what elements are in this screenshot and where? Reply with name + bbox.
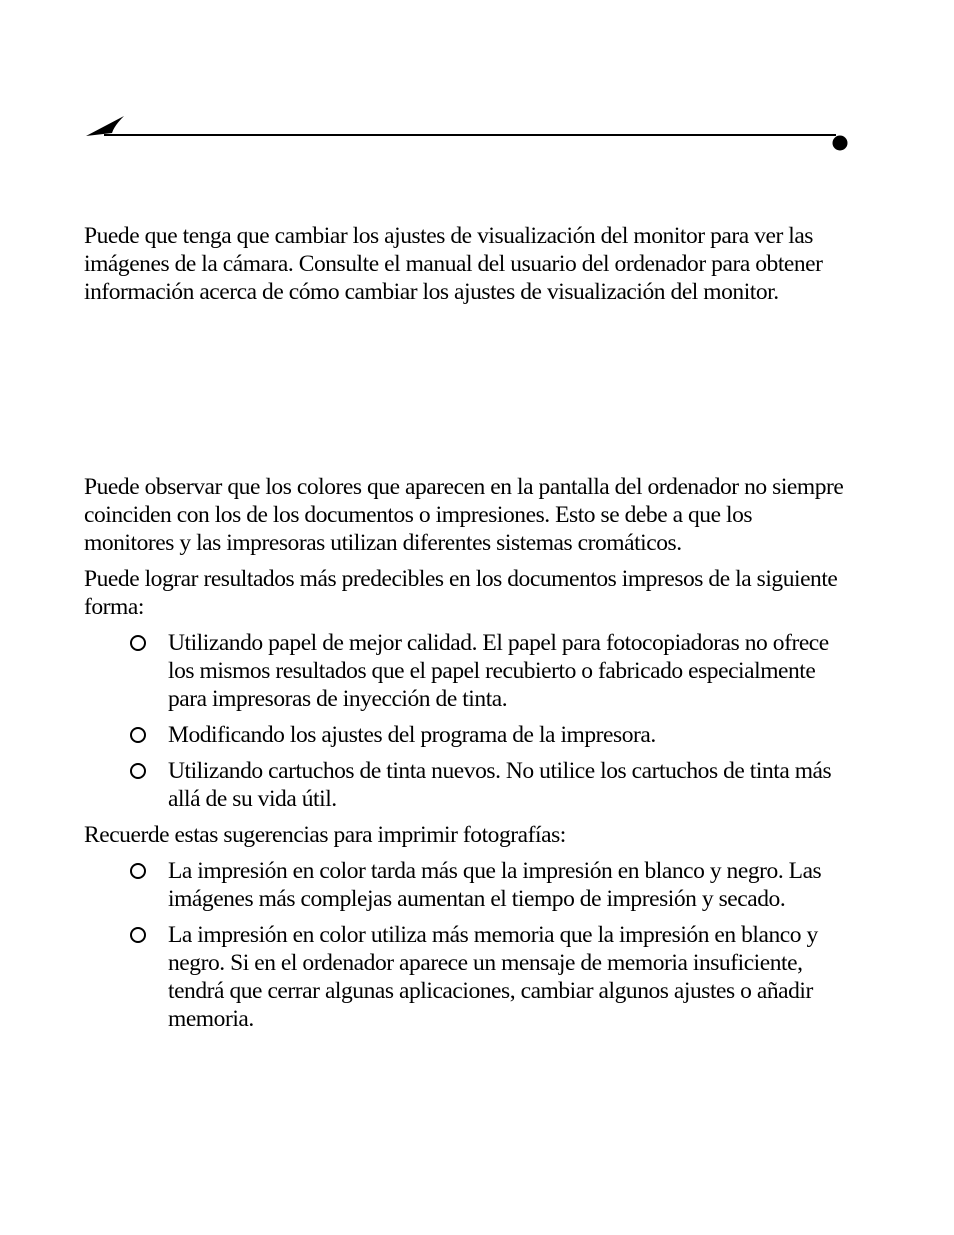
list-item-text: La impresión en color tarda más que la impresión en blanco y negro. Las imágenes más complejas aumentan el tiempo de impresión y secado. [168,858,822,912]
circle-bullet-icon [130,927,146,943]
colors-paragraph-3: Recuerde estas sugerencias para imprimir fotografías: [84,822,566,848]
list-item [168,857,844,913]
list-item-text: La impresión en color utiliza más memoria que la impresión en blanco y negro. Si en el ordenador aparece un mensaje de memoria insuficiente, tendrá que cerrar algunas aplicaciones, cambiar algunos ajustes o añadir memoria. [168,922,818,1032]
circle-bullet-icon [130,763,146,779]
list-item-text: Modificando los ajustes del programa de la impresora. [168,722,656,748]
colors-section [84,473,844,1041]
list-item [168,721,844,749]
colors-paragraph-1: Puede observar que los colores que aparecen en la pantalla del ordenador no siempre coinciden con los de los documentos o impresiones. Esto se debe a que los monitores y las impresoras utilizan diferentes sistemas cromáticos. [84,474,844,556]
circle-bullet-icon [130,727,146,743]
header-rule-icon [84,112,854,152]
circle-bullet-icon [130,635,146,651]
photo-tips-list [84,857,844,1033]
print-results-list [84,629,844,813]
list-item [168,921,844,1033]
list-item [168,757,844,813]
circle-bullet-icon [130,863,146,879]
list-item-text: Utilizando papel de mejor calidad. El papel para fotocopiadoras no ofrece los mismos resultados que el papel recubierto o fabricado especialmente para impresoras de inyección de tinta. [168,630,829,712]
colors-paragraph-2: Puede lograr resultados más predecibles en los documentos impresos de la siguiente forma: [84,566,838,620]
monitor-paragraph: Puede que tenga que cambiar los ajustes de visualización del monitor para ver las imágenes de la cámara. Consulte el manual del usuario del ordenador para obtener información acerca de cómo cambiar los ajustes de visualización del monitor. [84,223,823,305]
list-item [168,629,844,713]
monitor-section [84,222,844,314]
list-item-text: Utilizando cartuchos de tinta nuevos. No utilice los cartuchos de tinta más allá de su vida útil. [168,758,832,812]
